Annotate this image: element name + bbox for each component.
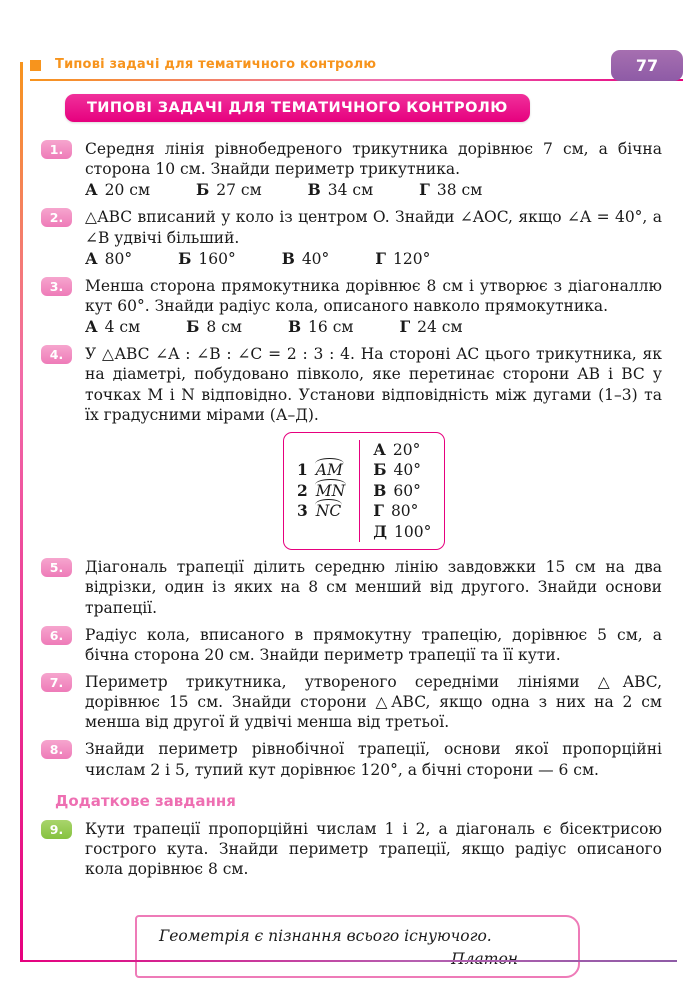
option-value: 80° xyxy=(104,249,133,268)
problem-number-badge: 1. xyxy=(41,140,72,159)
option-value: 20° xyxy=(392,440,421,459)
option-label: Г xyxy=(419,180,430,200)
option-value: 8 см xyxy=(206,318,242,337)
option-label: Д xyxy=(373,521,388,541)
problems-list xyxy=(49,139,662,978)
match-table xyxy=(283,432,445,551)
option-value: 120° xyxy=(393,249,431,268)
problem-number-badge: 2. xyxy=(41,208,72,227)
match-answer-row xyxy=(373,460,431,481)
left-accent-bar xyxy=(20,62,23,960)
answer-option xyxy=(308,180,374,200)
match-arcs-column xyxy=(284,440,360,543)
problem-4 xyxy=(49,344,662,550)
problem-number-badge: 9. xyxy=(41,820,72,839)
option-label: А xyxy=(85,248,98,268)
match-arc-row xyxy=(297,481,346,502)
match-answer-row xyxy=(373,481,431,502)
problem-5 xyxy=(49,557,662,617)
option-label: Б xyxy=(186,317,200,337)
option-value: 24 см xyxy=(417,318,463,337)
option-label: В xyxy=(281,248,295,268)
quote-box xyxy=(135,915,580,978)
match-arc-number: 1 xyxy=(297,460,308,480)
problem-9 xyxy=(49,819,662,879)
option-label: А xyxy=(85,317,98,337)
problem-6 xyxy=(49,625,662,665)
problem-text: Діагональ трапеції ділить середню лінію завдовжки 15 см на два відрізки, один із яких на 8 см менший від другого. Знайди основи трапеції. xyxy=(85,558,662,617)
option-label: Г xyxy=(375,248,386,268)
match-answer-row xyxy=(373,501,431,522)
match-answer-row xyxy=(373,522,431,543)
extra-task-heading: Додаткове завдання xyxy=(55,791,236,810)
answer-option xyxy=(419,180,482,200)
option-label: В xyxy=(287,317,302,337)
match-arc-row xyxy=(297,460,346,481)
option-value: 80° xyxy=(390,502,419,521)
problem-text: Радіус кола, вписаного в прямокутну трапецію, дорівнює 5 см, а бічна сторона 20 см. Знайди периметр трапеції та її кути. xyxy=(85,625,662,664)
option-value: 160° xyxy=(198,249,236,268)
option-value: 16 см xyxy=(308,318,354,337)
title-banner: ТИПОВІ ЗАДАЧІ ДЛЯ ТЕМАТИЧНОГО КОНТРОЛЮ xyxy=(65,94,530,122)
match-arc-row xyxy=(297,501,346,522)
problem-text: Менша сторона прямокутника дорівнює 8 см і утворює з діагоналлю кут 60°. Знайди радіус кола, описаного навколо прямокутника. xyxy=(85,276,662,315)
match-answers-column xyxy=(360,440,444,543)
page-number-badge: 77 xyxy=(611,50,683,81)
problem-number-badge: 5. xyxy=(41,558,72,577)
match-arc-number: 3 xyxy=(297,501,308,521)
problem-number-badge: 8. xyxy=(41,740,72,759)
option-value: 4 см xyxy=(104,318,141,337)
arc-label: AM xyxy=(315,461,343,480)
match-arc-number: 2 xyxy=(297,480,308,500)
option-value: 38 см xyxy=(436,181,483,200)
option-value: 40° xyxy=(393,461,421,480)
problem-number-badge: 6. xyxy=(41,626,72,645)
problem-text: Периметр трикутника, утвореного середніми лініями △ABC, дорівнює 15 см. Знайди сторони △ABC, якщо одна з них на 2 см менша від другої й удвічі менша від третьої. xyxy=(85,673,662,732)
problem-number-badge: 7. xyxy=(41,673,72,692)
problem-3 xyxy=(49,276,662,337)
problem-2 xyxy=(49,207,662,268)
option-label: В xyxy=(307,180,321,200)
answer-option xyxy=(375,249,430,269)
option-label: А xyxy=(373,439,386,459)
option-label: А xyxy=(85,180,98,200)
problem-text: △ABC вписаний у коло із центром O. Знайди ∠AOC, якщо ∠A = 40°, а ∠B удвічі більший. xyxy=(85,208,662,247)
option-label: Б xyxy=(178,248,192,268)
answer-option xyxy=(196,180,262,200)
problem-8 xyxy=(49,739,662,779)
option-value: 40° xyxy=(301,249,330,268)
answer-option xyxy=(288,317,354,337)
problem-1 xyxy=(49,139,662,200)
quote-author xyxy=(159,946,558,968)
problem-7 xyxy=(49,672,662,732)
section-marker-square xyxy=(30,60,41,71)
option-label: Б xyxy=(373,460,387,480)
problem-text: Знайди периметр рівнобічної трапеції, основи якої пропорційні числам 2 і 5, тупий кут дорівнює 120°, а бічні сторони — 6 см. xyxy=(85,740,662,779)
answer-option xyxy=(282,249,330,269)
header-underline xyxy=(30,79,683,81)
answer-options xyxy=(85,249,662,269)
option-label: В xyxy=(373,480,387,500)
answer-option xyxy=(85,249,132,269)
option-label: Г xyxy=(373,501,384,521)
answer-option xyxy=(85,180,150,200)
problem-text: У △ABC ∠A : ∠B : ∠C = 2 : 3 : 4. На стороні AC цього трикутника, як на діаметрі, побудовано півколо, яке перетинає сторони AB і BC у точках M і N відповідно. Установи відповідність між дугами (1–3) та їх градусними мірами (А–Д). xyxy=(85,345,662,424)
match-answer-row xyxy=(373,440,431,461)
option-value: 27 см xyxy=(216,181,262,200)
quote-text: Геометрія є пізнання всього існуючого. xyxy=(159,927,492,946)
problem-number-badge: 4. xyxy=(41,345,72,364)
option-label: Б xyxy=(196,180,210,200)
problem-text: Кути трапеції пропорційні числам 1 і 2, а діагональ є бісектрисою гострого кута. Знайди периметр трапеції, якщо радіус описаного кола дорівнює 8 см. xyxy=(85,819,662,879)
answer-option xyxy=(399,317,462,337)
problem-number-badge: 3. xyxy=(41,277,72,296)
answer-options xyxy=(85,180,662,200)
answer-option xyxy=(85,317,140,337)
answer-options xyxy=(85,317,662,337)
bottom-accent-line xyxy=(20,960,677,962)
arc-label: MN xyxy=(315,481,346,500)
page-header xyxy=(30,54,683,88)
option-label: Г xyxy=(399,317,411,337)
option-value: 34 см xyxy=(327,181,374,200)
option-value: 60° xyxy=(393,481,421,500)
running-title: Типові задачі для тематичного контролю xyxy=(55,57,377,72)
answer-option xyxy=(178,249,236,269)
arc-label: NC xyxy=(315,502,342,521)
option-value: 20 см xyxy=(104,181,151,200)
option-value: 100° xyxy=(394,522,432,541)
answer-option xyxy=(186,317,242,337)
problem-text: Середня лінія рівнобедреного трикутника дорівнює 7 см, а бічна сторона 10 см. Знайди периметр трикутника. xyxy=(85,140,662,179)
